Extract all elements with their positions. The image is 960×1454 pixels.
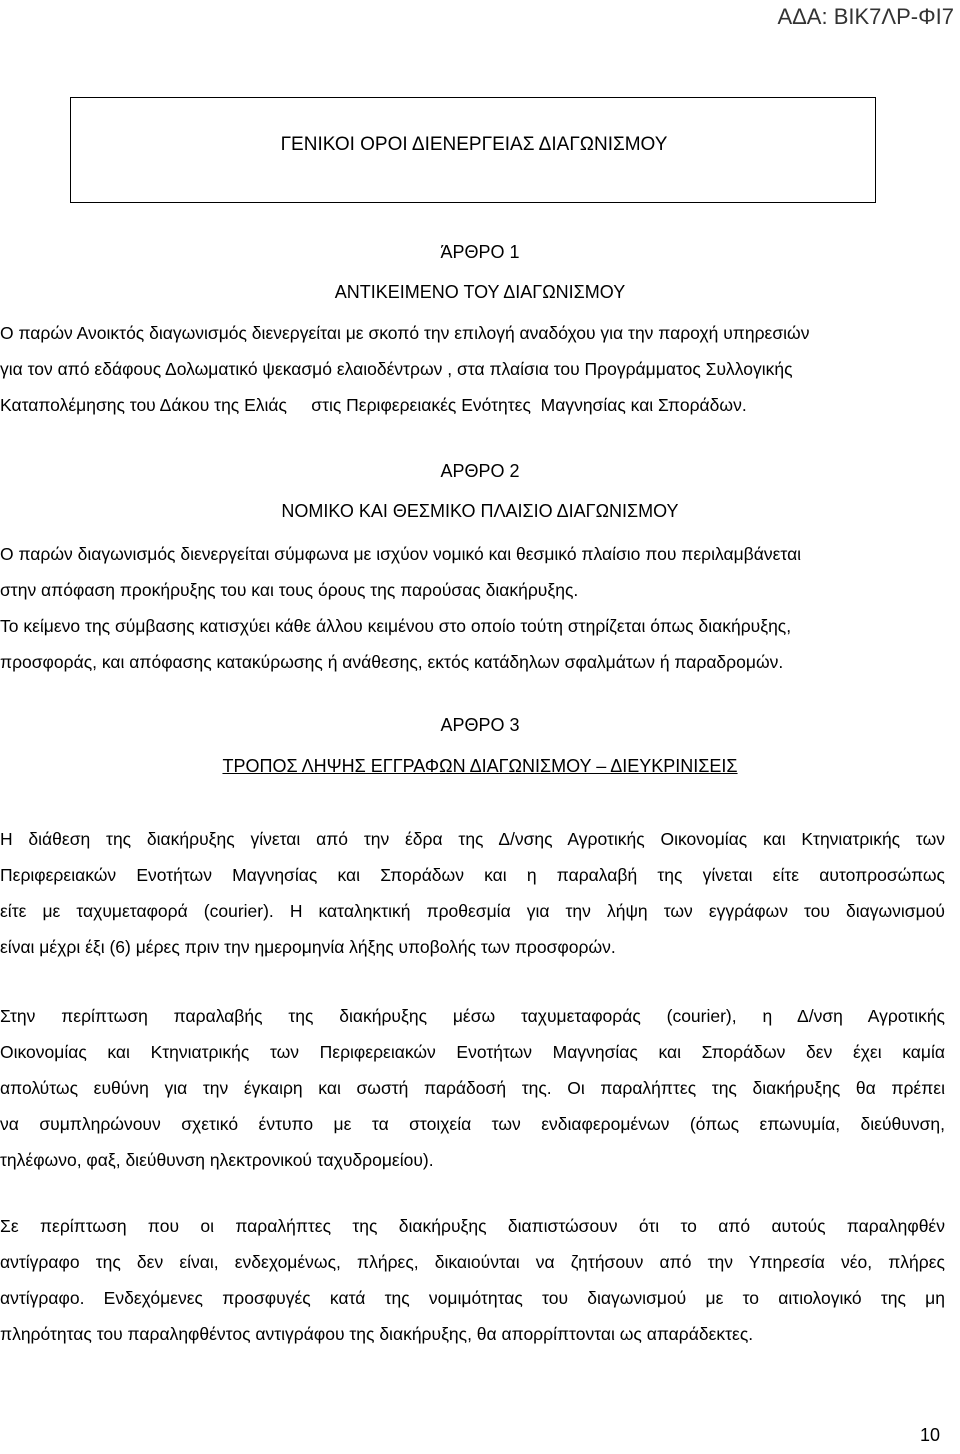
document-title: ΓΕΝΙΚΟΙ ΟΡΟΙ ΔΙΕΝΕΡΓΕΙΑΣ ΔΙΑΓΩΝΙΣΜΟΥ [280,134,668,155]
text-line: αντίγραφο. Ενδεχόμενες προσφυγές κατά της νομιμότητας του διαγωνισμού με το αιτιολογικό της μη [0,1288,945,1308]
text-line: πληρότητας του παραληφθέντος αντιγράφου της διακήρυξης, θα απορρίπτονται ως απαράδεκτες. [0,1324,754,1344]
article-3-heading-text: ΤΡΟΠΟΣ ΛΗΨΗΣ ΕΓΓΡΑΦΩΝ ΔΙΑΓΩΝΙΣΜΟΥ – ΔΙΕΥΚΡΙΝΙΣΕΙΣ [222,756,738,776]
page-number: 10 [919,1425,940,1445]
text-line: προσφοράς, και απόφασης κατακύρωσης ή ανάθεσης, εκτός κατάδηλων σφαλμάτων ή παραδρομών. [0,652,784,672]
text-line: απολύτως ευθύνη για την έγκαιρη και σωστή παράδοσή της. Οι παραλήπτες της διακήρυξης θα πρέπει [0,1078,945,1098]
text-line: Καταπολέμησης του Δάκου της Ελιάς στις Περιφερειακές Ενότητες Μαγνησίας και Σποράδων. [0,395,747,415]
text-line: Ο παρών διαγωνισμός διενεργείται σύμφωνα με ισχύον νομικό και θεσμικό πλαίσιο που περιλαμβάνεται [0,544,802,564]
text-line: Σε περίπτωση που οι παραλήπτες της διακήρυξης διαπιστώσουν ότι το από αυτούς παραληφθέν [0,1216,945,1236]
text-line: Η διάθεση της διακήρυξης γίνεται από την έδρα της Δ/νσης Αγροτικής Οικονομίας και Κτηνιατρικής των [0,829,945,849]
article-1-number: ΆΡΘΡΟ 1 [440,242,520,262]
article-2-paragraph-1 [0,536,945,608]
text-line: Ο παρών Ανοικτός διαγωνισμός διενεργείται με σκοπό την επιλογή αναδόχου για την παροχή υπηρεσιών [0,323,810,343]
article-2-heading: ΝΟΜΙΚΟ ΚΑΙ ΘΕΣΜΙΚΟ ΠΛΑΙΣΙΟ ΔΙΑΓΩΝΙΣΜΟΥ [281,501,679,521]
article-3-paragraph-2 [0,998,945,1178]
text-line: Οικονομίας και Κτηνιατρικής των Περιφερειακών Ενοτήτων Μαγνησίας και Σποράδων δεν έχει καμία [0,1042,945,1062]
ada-code: ΑΔΑ: ΒΙΚ7ΛΡ-ΦΙ7 [777,4,954,29]
text-line: στην απόφαση προκήρυξης του και τους όρους της παρούσας διακήρυξης. [0,580,579,600]
article-1-heading: ΑΝΤΙΚΕΙΜΕΝΟ ΤΟΥ ΔΙΑΓΩΝΙΣΜΟΥ [334,282,626,302]
article-3-number: ΑΡΘΡΟ 3 [440,715,520,735]
text-line: είτε με ταχυμεταφορά (courier). Η καταληκτική προθεσμία για την λήψη των εγγράφων του διαγωνισμού [0,901,945,921]
article-2-number: ΑΡΘΡΟ 2 [440,461,520,481]
text-line: Περιφερειακών Ενοτήτων Μαγνησίας και Σποράδων και η παραλαβή της γίνεται είτε αυτοπροσώπως [0,865,945,885]
article-2-paragraph-2 [0,608,945,680]
text-line: τηλέφωνο, φαξ, διεύθυνση ηλεκτρονικού ταχυδρομείου). [0,1150,434,1170]
article-3-paragraph-3 [0,1208,945,1352]
text-line: είναι μέχρι έξι (6) μέρες πριν την ημερομηνία λήξης υποβολής των προσφορών. [0,937,616,957]
text-line: αντίγραφο της δεν είναι, ενδεχομένως, πλήρες, δικαιούνται να ζητήσουν από την Υπηρεσία νέο, πλήρες [0,1252,945,1272]
text-line: Το κείμενο της σύμβασης κατισχύει κάθε άλλου κειμένου στο οποίο τούτη στηρίζεται όπως διακήρυξης, [0,616,792,636]
article-3-paragraph-1 [0,821,945,965]
text-line: να συμπληρώνουν σχετικό έντυπο με τα στοιχεία των ενδιαφερομένων (όπως επωνυμία, διεύθυνση, [0,1114,945,1134]
text-line: για τον από εδάφους Δολωματικό ψεκασμό ελαιοδέντρων , στα πλαίσια του Προγράμματος Συλλογικής [0,359,793,379]
article-3-heading [0,755,960,777]
text-line: Στην περίπτωση παραλαβής της διακήρυξης μέσω ταχυμεταφοράς (courier), η Δ/νση Αγροτικής [0,1006,945,1026]
article-1-paragraph [0,315,945,423]
